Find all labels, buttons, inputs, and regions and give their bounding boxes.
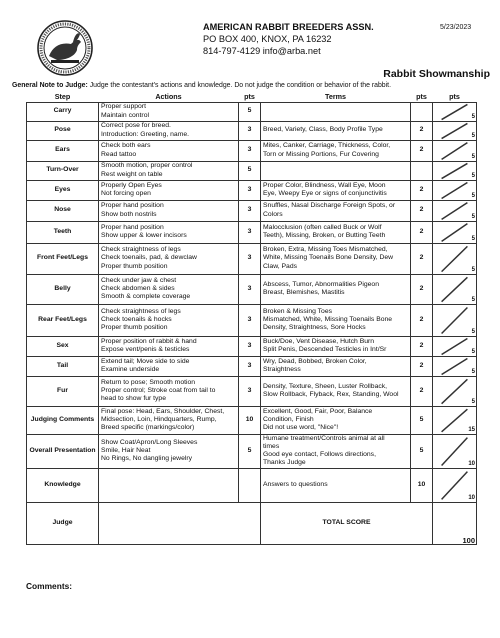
action-points: 3: [239, 376, 261, 406]
action-line: Rest weight on table: [101, 170, 163, 178]
action-line: Return to pose; Smooth motion: [101, 378, 196, 386]
terms-points: 2: [411, 200, 433, 221]
actions-cell: [99, 304, 239, 336]
score-box[interactable]: [433, 102, 477, 121]
max-score: 5: [471, 368, 475, 375]
action-line: Check straightness of legs: [101, 307, 181, 315]
action-points: 3: [239, 336, 261, 356]
actions-cell: [99, 121, 239, 140]
judge-label: Judge: [27, 502, 99, 544]
actions-cell: [99, 468, 239, 502]
terms-points: 5: [411, 434, 433, 468]
terms-cell: [261, 243, 411, 274]
term-line: Breed, Variety, Class, Body Profile Type: [263, 126, 383, 134]
action-line: Final pose: Head, Ears, Shoulder, Chest,: [101, 407, 225, 415]
terms-cell: [261, 434, 411, 468]
terms-points: 2: [411, 356, 433, 376]
score-row: [27, 356, 477, 376]
score-slash: [433, 244, 476, 274]
actions-cell: [99, 200, 239, 221]
step-name: Tail: [27, 356, 99, 376]
term-line: Breast, Blemishes, Mastitis: [263, 289, 345, 296]
score-row: [27, 434, 477, 468]
slash-line: [442, 471, 468, 499]
action-line: Smooth & complete coverage: [101, 293, 191, 301]
score-row: [27, 221, 477, 243]
terms-points: 5: [411, 406, 433, 434]
score-row: [27, 243, 477, 274]
terms-cell: [261, 102, 411, 121]
action-line: Show Coat/Apron/Long Sleeves: [101, 438, 198, 446]
max-score: 5: [471, 398, 475, 405]
term-line: Colors: [263, 210, 283, 218]
judge-note-label: General Note to Judge:: [12, 82, 88, 89]
action-line: Examine underside: [101, 366, 160, 373]
max-score: 10: [468, 460, 475, 467]
action-line: Show both nostrils: [101, 210, 157, 218]
slash-line: [442, 409, 468, 432]
step-name: Carry: [27, 102, 99, 121]
score-row: [27, 376, 477, 406]
terms-points: 2: [411, 121, 433, 140]
action-line: Maintain control: [101, 111, 149, 119]
terms-cell: [261, 140, 411, 161]
term-line: Proper Color, Blindness, Wall Eye, Moon: [263, 181, 386, 189]
action-line: Proper control; Stroke coat from tail to: [101, 386, 216, 394]
action-line: Check toenails, pad, & dewclaw: [101, 254, 197, 262]
score-box[interactable]: [433, 161, 477, 180]
col-terms-pts: pts: [411, 92, 433, 102]
total-score-box[interactable]: [433, 502, 477, 544]
action-line: Check straightness of legs: [101, 246, 181, 254]
term-line: Good eye contact, Follows directions,: [263, 451, 376, 459]
step-name: Rear Feet/Legs: [27, 304, 99, 336]
max-score: 5: [471, 153, 475, 160]
action-line: Check under jaw & chest: [101, 276, 177, 284]
action-points: [239, 468, 261, 502]
term-line: Excellent, Good, Fair, Poor, Balance: [263, 407, 373, 415]
actions-cell: [99, 336, 239, 356]
terms-cell: [261, 221, 411, 243]
term-line: Torn or Missing Portions, Fur Covering: [263, 150, 379, 158]
judge-signature-field[interactable]: [99, 502, 261, 544]
term-line: Mismatched, White, Missing Toenails Bone: [263, 315, 393, 323]
step-name: Fur: [27, 376, 99, 406]
action-points: 5: [239, 102, 261, 121]
score-slash: [433, 162, 476, 180]
score-row: [27, 274, 477, 304]
terms-points: 2: [411, 304, 433, 336]
terms-points: 2: [411, 376, 433, 406]
score-slash: [433, 141, 476, 161]
actions-cell: [99, 376, 239, 406]
step-name: Knowledge: [27, 468, 99, 502]
action-line: Check toenails & hocks: [101, 315, 172, 323]
actions-cell: [99, 434, 239, 468]
action-line: Proper thumb position: [101, 262, 168, 270]
action-points: 3: [239, 243, 261, 274]
col-terms: Terms: [261, 92, 411, 102]
terms-cell: [261, 468, 411, 502]
score-row: [27, 468, 477, 502]
slash-line: [442, 358, 468, 374]
judge-note-text: Judge the contestant's actions and knowledge. Do not judge the condition or behavior of the rabbit.: [87, 82, 391, 89]
score-box[interactable]: [433, 243, 477, 274]
action-line: Show upper & lower incisors: [101, 232, 187, 239]
slash-line: [442, 104, 468, 119]
term-line: Eye, Weepy Eye or signs of conjunctivitis: [263, 190, 387, 197]
actions-cell: [99, 102, 239, 121]
term-line: Abscess, Tumor, Abnormalities Pigeon: [263, 280, 379, 288]
terms-points: 2: [411, 274, 433, 304]
comments-label: Comments:: [26, 581, 73, 591]
terms-points: [411, 161, 433, 180]
max-score: 5: [471, 328, 475, 335]
judge-row: [27, 502, 477, 544]
slash-line: [442, 123, 468, 138]
terms-cell: [261, 161, 411, 180]
slash-line: [442, 379, 468, 403]
score-row: [27, 161, 477, 180]
slash-line: [442, 338, 468, 354]
slash-line: [442, 163, 468, 178]
terms-points: 2: [411, 180, 433, 200]
score-row: [27, 336, 477, 356]
score-box[interactable]: [433, 336, 477, 356]
terms-points: 2: [411, 243, 433, 274]
score-box[interactable]: [433, 304, 477, 336]
action-line: Introduction: Greeting, name.: [101, 130, 190, 138]
action-points: 5: [239, 161, 261, 180]
action-line: Extend tail; Move side to side: [101, 357, 190, 365]
step-name: Belly: [27, 274, 99, 304]
max-score: 5: [471, 172, 475, 179]
terms-cell: [261, 406, 411, 434]
term-line: Density, Straightness, Sore Hocks: [263, 324, 366, 332]
terms-cell: [261, 274, 411, 304]
step-name: Front Feet/Legs: [27, 243, 99, 274]
score-row: [27, 200, 477, 221]
term-line: times: [263, 442, 280, 450]
col-actions: Actions: [99, 92, 239, 102]
score-box[interactable]: [433, 356, 477, 376]
term-line: Answers to questions: [263, 481, 328, 489]
slash-line: [442, 142, 468, 159]
terms-points: 2: [411, 336, 433, 356]
term-line: Malocclusion (often called Buck or Wolf: [263, 223, 382, 231]
slash-line: [442, 223, 468, 241]
score-box[interactable]: [433, 434, 477, 468]
action-points: 3: [239, 121, 261, 140]
term-line: Mites, Canker, Carriage, Thickness, Color,: [263, 142, 391, 150]
score-box[interactable]: [433, 121, 477, 140]
org-contact: 814-797-4129 info@arba.net: [203, 46, 321, 56]
actions-cell: [99, 180, 239, 200]
step-name: Teeth: [27, 221, 99, 243]
score-slash: [433, 103, 476, 121]
col-pts: pts: [239, 92, 261, 102]
action-points: 5: [239, 434, 261, 468]
form-date: 5/23/2023: [440, 24, 472, 31]
step-name: Ears: [27, 140, 99, 161]
score-slash: [433, 201, 476, 221]
term-line: Claw, Pads: [263, 262, 298, 270]
terms-points: 10: [411, 468, 433, 502]
term-line: Broken, Extra, Missing Toes Mismatched,: [263, 246, 388, 254]
terms-cell: [261, 121, 411, 140]
scoring-table: [26, 92, 477, 545]
action-line: Smile, Hair Neat: [101, 446, 151, 454]
action-line: Proper hand position: [101, 223, 164, 231]
score-slash: [433, 377, 476, 406]
action-line: Expose vent/penis & testicles: [101, 346, 190, 353]
action-points: 3: [239, 180, 261, 200]
score-box[interactable]: [433, 376, 477, 406]
judge-note: [12, 82, 492, 89]
actions-cell: [99, 406, 239, 434]
max-score: 5: [471, 266, 475, 273]
step-name: Eyes: [27, 180, 99, 200]
step-name: Nose: [27, 200, 99, 221]
action-line: Read tattoo: [101, 150, 137, 158]
score-box[interactable]: [433, 140, 477, 161]
col-score: pts: [433, 92, 477, 102]
score-row: [27, 180, 477, 200]
actions-cell: [99, 274, 239, 304]
action-points: 3: [239, 200, 261, 221]
action-points: 3: [239, 221, 261, 243]
actions-cell: [99, 243, 239, 274]
terms-cell: [261, 304, 411, 336]
term-line: Snuffles, Nasal Discharge Foreign Spots, or: [263, 202, 396, 210]
terms-cell: [261, 376, 411, 406]
term-line: Thanks Judge: [263, 459, 306, 467]
max-score: 5: [471, 113, 475, 120]
slash-line: [442, 246, 468, 271]
score-slash: [433, 275, 476, 304]
score-box[interactable]: [433, 180, 477, 200]
action-line: head to show fur type: [101, 395, 166, 403]
max-score: 5: [471, 348, 475, 355]
term-line: Buck/Doe, Vent Disease, Hutch Burn: [263, 337, 375, 345]
slash-line: [442, 307, 468, 333]
score-box[interactable]: [433, 468, 477, 502]
action-points: 3: [239, 304, 261, 336]
org-name: AMERICAN RABBIT BREEDERS ASSN.: [203, 22, 374, 32]
terms-cell: [261, 336, 411, 356]
score-row: [27, 140, 477, 161]
slash-line: [442, 277, 468, 301]
score-row: [27, 102, 477, 121]
score-box[interactable]: [433, 221, 477, 243]
score-slash: [433, 181, 476, 200]
term-line: White, Missing Toenails Bone Density, Dew: [263, 254, 394, 262]
terms-cell: [261, 180, 411, 200]
form-title: Rabbit Showmanship: [383, 68, 490, 80]
step-name: Judging Comments: [27, 406, 99, 434]
score-row: [27, 304, 477, 336]
action-points: 3: [239, 356, 261, 376]
term-line: Condition, Finish: [263, 415, 314, 423]
actions-cell: [99, 161, 239, 180]
action-points: 3: [239, 140, 261, 161]
total-score-label: TOTAL SCORE: [261, 502, 433, 544]
step-name: Sex: [27, 336, 99, 356]
action-line: Proper thumb position: [101, 324, 168, 332]
term-line: Teeth), Missing, Broken, or Butting Teeth: [263, 232, 386, 239]
term-line: Density, Texture, Sheen, Luster Rollback,: [263, 382, 388, 390]
max-score: 5: [471, 296, 475, 303]
score-slash: [433, 337, 476, 356]
action-line: Proper support: [101, 103, 146, 111]
actions-cell: [99, 140, 239, 161]
score-box[interactable]: [433, 200, 477, 221]
actions-cell: [99, 356, 239, 376]
term-line: Broken & Missing Toes: [263, 307, 333, 315]
max-score: 10: [468, 494, 475, 501]
term-line: Slow Rollback, Flyback, Rex, Standing, Wool: [263, 391, 399, 398]
step-name: Overall Presentation: [27, 434, 99, 468]
slash-line: [442, 437, 468, 465]
action-line: No Rings, No dangling jewelry: [101, 455, 193, 463]
max-score: 5: [471, 192, 475, 199]
score-box[interactable]: [433, 274, 477, 304]
step-name: Pose: [27, 121, 99, 140]
score-slash: [433, 305, 476, 336]
action-line: Breed specific (markings/color): [101, 424, 195, 432]
action-line: Check both ears: [101, 142, 151, 150]
col-step: Step: [27, 92, 99, 102]
actions-cell: [99, 221, 239, 243]
arba-seal-logo: [37, 20, 93, 76]
action-points: 10: [239, 406, 261, 434]
action-line: Smooth motion, proper control: [101, 162, 193, 170]
term-line: Straightness: [263, 366, 301, 373]
slash-line: [442, 202, 468, 219]
terms-cell: [261, 356, 411, 376]
max-score: 5: [471, 132, 475, 139]
max-score: 5: [471, 213, 475, 220]
score-slash: [433, 122, 476, 140]
action-line: Not forcing open: [101, 190, 151, 197]
action-points: 3: [239, 274, 261, 304]
org-address: PO BOX 400, KNOX, PA 16232: [203, 34, 332, 44]
action-line: Properly Open Eyes: [101, 181, 162, 189]
terms-points: 2: [411, 140, 433, 161]
action-line: Check abdomen & sides: [101, 284, 175, 292]
org-header: [203, 21, 374, 57]
action-line: Proper position of rabbit & hand: [101, 337, 197, 345]
term-line: Wry, Dead, Bobbed, Broken Color,: [263, 357, 367, 365]
term-line: Split Penis, Descended Testicles in Int/Sr: [263, 346, 387, 353]
terms-cell: [261, 200, 411, 221]
action-line: Correct pose for breed.: [101, 122, 171, 130]
term-line: Humane treatment/Controls animal at all: [263, 434, 385, 442]
term-line: Did not use word, "Nice"!: [263, 424, 339, 432]
score-box[interactable]: [433, 406, 477, 434]
max-score: 5: [471, 235, 475, 242]
max-score: 15: [468, 426, 475, 433]
total-score-value: 100: [462, 535, 475, 545]
score-slash: [433, 357, 476, 376]
step-name: Turn-Over: [27, 161, 99, 180]
terms-points: [411, 102, 433, 121]
action-line: Proper hand position: [101, 202, 164, 210]
score-row: [27, 406, 477, 434]
score-slash: [433, 222, 476, 243]
action-line: Midsection, Loin, Hindquarters, Rump,: [101, 415, 217, 423]
slash-line: [442, 182, 468, 198]
score-row: [27, 121, 477, 140]
terms-points: 2: [411, 221, 433, 243]
